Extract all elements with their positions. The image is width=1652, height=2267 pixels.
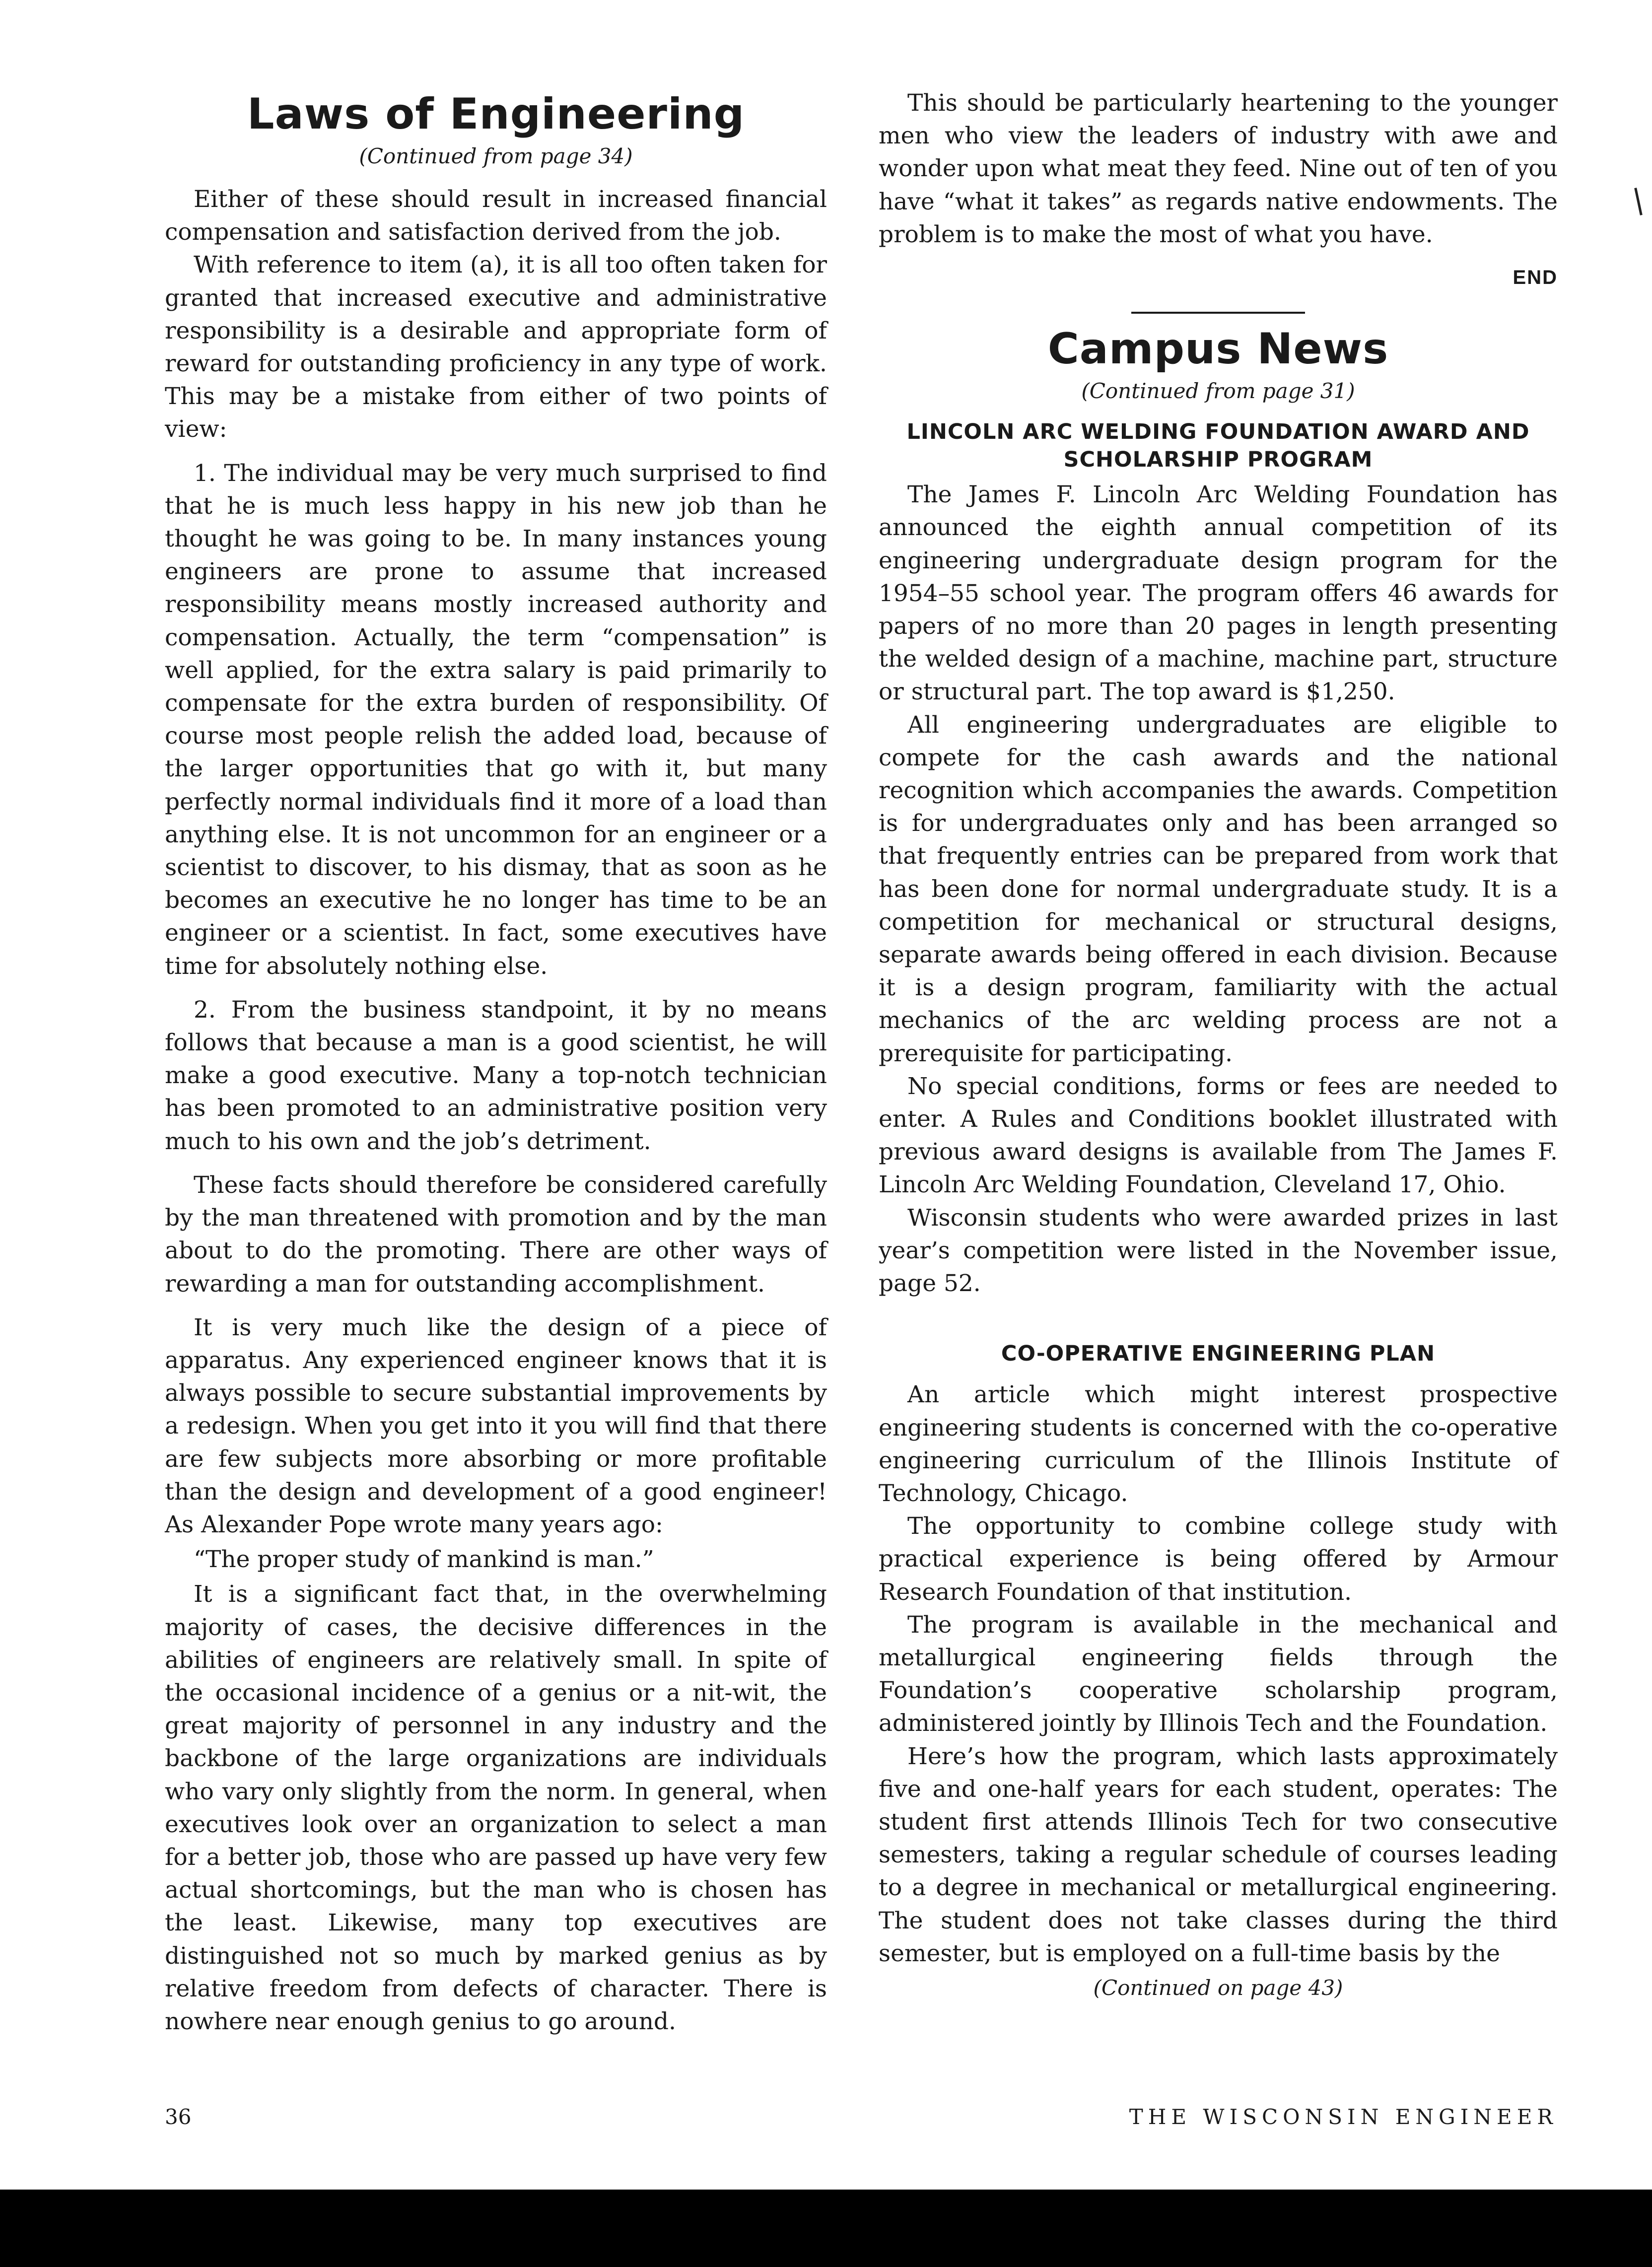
quote: “The proper study of mankind is man.” (194, 1546, 654, 1574)
paragraph: It is a significant fact that, in the overwhelming majority of cases, the decisive differences in the abilities of engineers are relatively small. In spite of the occasional incidence of a genius or a nit-wit, the great majority of personnel in any industry and the backbone of the large organizations are individuals who vary only slightly from the norm. In general, when executives look over an organization to select a man for a better job, those who are passed up have very few actual shortcomings, but the man who is chosen has the least. Likewise, many top executives are distinguished not so much by marked genius as by relative freedom from defects of character. There is nowhere near enough genius to go around. (165, 1580, 827, 2035)
paragraph: With reference to item (a), it is all too often taken for granted that increased executive and administrative responsibility is a desirable and appropriate form of reward for outstanding proficiency in any type of work. This may be a mistake from either of two points of view: (165, 251, 827, 443)
section-title: Campus News (1047, 324, 1389, 374)
continued-on-note: (Continued on page 43) (1093, 1975, 1343, 2000)
left-column (165, 87, 827, 2038)
paragraph: All engineering undergraduates are eligible to compete for the cash awards and the national recognition which accompanies the awards. Competition is for undergraduates only and has been arranged so that frequently entries can be prepared from work that has been done for normal undergraduate study. It is a competition for mechanical or structural designs, separate awards being offered in each division. Because it is a design program, familiarity with the actual mechanics of the arc welding process are not a prerequisite for participating. (879, 711, 1558, 1067)
paragraph: An article which might interest prospective engineering students is concerned with the co-operative engineering curriculum of the Illinois Institute of Technology, Chicago. (879, 1381, 1558, 1507)
right-column (879, 87, 1558, 2015)
paragraph: 1. The individual may be very much surprised to find that he is much less happy in his new job than he thought he was going to be. In many instances young engineers are prone to assume that increased responsibility means mostly increased authority and compensation. Actually, the term “compensation” is well applied, for the extra salary is paid primarily to compensate for the extra burden of responsibility. Of course most people relish the added load, because of the larger opportunities that go with it, but many perfectly normal individuals find it more of a load than anything else. It is not uncommon for an engineer or a scientist to discover, to his dismay, that as soon as he becomes an executive he no longer has time to be an engineer or a scientist. In fact, some executives have time for absolutely nothing else. (165, 459, 827, 980)
scan-bottom-border (0, 2190, 1652, 2267)
page-number: 36 (165, 2105, 192, 2129)
paragraph: No special conditions, forms or fees are needed to enter. A Rules and Conditions booklet illustrated with previous award designs is available from The James F. Lincoln Arc Welding Foundation, Cleveland 17, Ohio. (879, 1072, 1558, 1199)
article-title: Laws of Engineering (247, 89, 745, 139)
publication-name: THE WISCONSIN ENGINEER (1129, 2105, 1558, 2129)
paragraph: Wisconsin students who were awarded prizes in last year’s competition were listed in the November issue, page 52. (879, 1204, 1558, 1298)
continued-from-note: (Continued from page 31) (1081, 379, 1355, 404)
paragraph: It is very much like the design of a piece of apparatus. Any experienced engineer knows that it is always possible to secure substantial improvements by a redesign. When you get into it you will find that there are few subjects more absorbing or more profitable than the design and development of a good engineer! As Alexander Pope wrote many years ago: (165, 1313, 827, 1538)
continued-from-note: (Continued from page 34) (359, 144, 633, 168)
paragraph: These facts should therefore be considered carefully by the man threatened with promotion and by the man about to do the promoting. There are other ways of rewarding a man for outstanding accomplishment. (165, 1171, 827, 1298)
subsection-heading: LINCOLN ARC WELDING FOUNDATION AWARD AND SCHOLARSHIP PROGRAM (906, 419, 1530, 473)
end-mark: END (1513, 267, 1558, 289)
paragraph: Here’s how the program, which lasts approximately five and one-half years for each student, operates: The student first attends Illinois Tech for two consecutive semesters, taking a regular schedule of courses leading to a degree in mechanical or metallurgical engineering. The student does not take classes during the third semester, but is employed on a full-time basis by the (879, 1742, 1558, 1967)
paragraph: The James F. Lincoln Arc Welding Foundation has announced the eighth annual competition of its engineering undergraduate design program for the 1954–55 school year. The program offers 46 awards for papers of no more than 20 pages in length presenting the welded design of a machine, machine part, structure or structural part. The top award is $1,250. (879, 481, 1558, 706)
section-divider (1131, 312, 1305, 314)
subsection-heading: CO-OPERATIVE ENGINEERING PLAN (1001, 1341, 1436, 1367)
paragraph: 2. From the business standpoint, it by no means follows that because a man is a good scientist, he will make a good executive. Many a top-notch technician has been promoted to an administrative position very much to his own and the job’s detriment. (165, 996, 827, 1155)
paragraph: Either of these should result in increased financial compensation and satisfaction derived from the job. (165, 186, 827, 246)
paragraph: This should be particularly heartening to the younger men who view the leaders of industry with awe and wonder upon what meat they feed. Nine out of ten of you have “what it takes” as regards native endowments. The problem is to make the most of what you have. (879, 89, 1558, 248)
scan-artifact-mark (1634, 188, 1643, 215)
paragraph: The program is available in the mechanical and metallurgical engineering fields through the Foundation’s cooperative scholarship program, administered jointly by Illinois Tech and the Foundation. (879, 1611, 1558, 1737)
paragraph: The opportunity to combine college study with practical experience is being offered by Armour Research Foundation of that institution. (879, 1512, 1558, 1606)
